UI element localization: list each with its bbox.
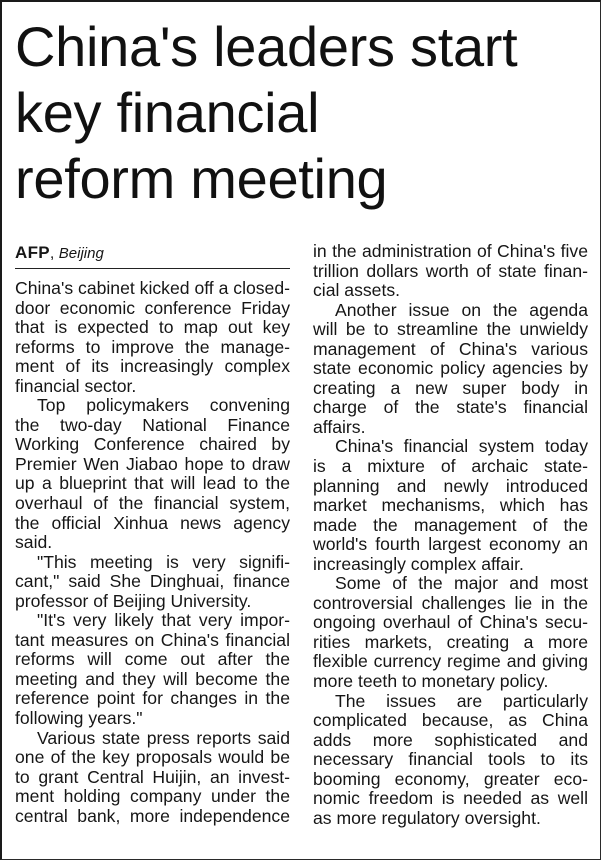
text-line: ment holding company under the — [15, 786, 290, 807]
text-line: creating a new super body in — [313, 377, 588, 398]
text-line: management of China's various — [313, 338, 588, 359]
text-line: door economic conference Friday — [15, 297, 290, 318]
text-line: made the management of the — [313, 514, 588, 535]
headline-line: reform meeting — [15, 147, 388, 210]
text-line: increasingly complex affair. — [313, 553, 524, 574]
text-line: flexible currency regime and giving — [313, 651, 588, 672]
text-line: will be to streamline the unwieldy — [313, 319, 588, 340]
byline-agency: AFP — [15, 243, 50, 262]
text-line: booming economy, greater eco- — [313, 768, 588, 789]
text-line: complicated because, as China — [313, 710, 588, 731]
text-line: planning and newly introduced — [313, 475, 588, 496]
text-line: Working Conference chaired by — [15, 434, 290, 455]
text-line: nomic freedom is needed as well — [313, 788, 588, 809]
text-line: rities markets, creating a more — [313, 631, 588, 652]
text-line: China's financial system today — [335, 436, 588, 457]
text-line: meeting and they will become the — [15, 668, 290, 689]
text-line: that is expected to map out key — [15, 317, 290, 338]
right-column-text — [313, 242, 588, 828]
text-line: financial sector. — [15, 375, 137, 396]
headline-line: key financial — [15, 81, 320, 144]
text-line: The issues are particularly — [335, 690, 588, 711]
text-line: ongoing overhaul of China's secu- — [313, 612, 588, 633]
text-line: Some of the major and most — [335, 573, 588, 594]
text-line: trillion dollars worth of state finan- — [313, 260, 588, 281]
text-line: reference point for changes in the — [15, 688, 290, 709]
text-line: cant," said She Dinghuai, finance — [15, 571, 290, 592]
text-line: in the administration of China's five — [313, 241, 588, 261]
text-line: charge of the state's financial — [313, 397, 588, 418]
text-line: tant measures on China's financial — [15, 629, 290, 650]
byline-divider — [15, 268, 290, 269]
left-column-text — [15, 279, 290, 826]
text-line: necessary financial tools to its — [313, 749, 588, 770]
text-line: the official Xinhua news agency — [15, 512, 290, 533]
text-line: following years." — [15, 708, 143, 729]
byline: AFP, Beijing — [15, 243, 104, 262]
text-line: one of the key proposals would be — [15, 747, 290, 768]
article-column-right — [313, 242, 588, 828]
headline — [15, 14, 599, 212]
text-line: more teeth to monetary policy. — [313, 671, 549, 692]
text-line: overhaul of the financial system, — [15, 493, 290, 514]
text-line: China's cabinet kicked off a closed- — [15, 278, 290, 298]
byline-place: Beijing — [58, 245, 104, 262]
text-line: reforms will come out after the — [15, 649, 290, 670]
text-line: the two-day National Finance — [15, 414, 290, 435]
text-line: "This meeting is very signifi- — [37, 551, 290, 572]
text-line: Premier Wen Jiabao hope to draw — [15, 453, 290, 474]
text-line: central bank, more independence — [15, 805, 290, 826]
text-line: professor of Beijing University. — [15, 590, 252, 611]
headline-line: China's leaders start — [15, 15, 518, 78]
text-line: to grant Central Huijin, an invest- — [15, 766, 290, 787]
text-line: up a blueprint that will lead to the — [15, 473, 290, 494]
text-line: reforms to improve the manage- — [15, 336, 290, 357]
text-line: Various state press reports said — [37, 727, 290, 748]
text-line: affairs. — [313, 416, 366, 437]
text-line: said. — [15, 532, 53, 553]
text-line: controversial challenges lie in the — [313, 592, 588, 613]
text-line: Another issue on the agenda — [335, 299, 588, 320]
text-line: Top policymakers convening — [37, 395, 290, 416]
text-line: ment of its increasingly complex — [15, 356, 290, 377]
text-line: world's fourth largest economy an — [313, 534, 588, 555]
text-line: adds more sophisticated and — [313, 729, 588, 750]
text-line: cial assets. — [313, 280, 401, 301]
text-line: state economic policy agencies by — [313, 358, 588, 379]
text-line: as more regulatory oversight. — [313, 807, 541, 828]
text-line: market mechanisms, which has — [313, 495, 588, 516]
article-column-left — [15, 242, 290, 826]
text-line: "It's very likely that very impor- — [37, 610, 290, 631]
text-line: is a mixture of archaic state- — [313, 456, 588, 477]
